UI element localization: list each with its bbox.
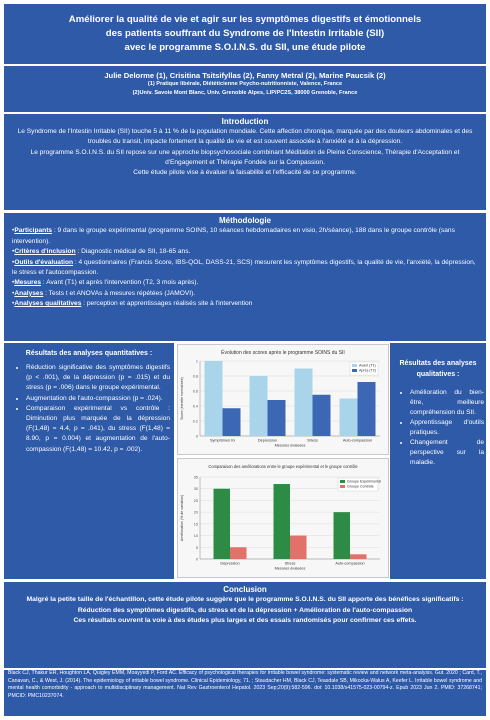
x-tick-label: Auto-compassion xyxy=(342,438,373,443)
methodology-item: •Mesures : Avant (T1) et après l'intervention (T2, 3 mois après). xyxy=(12,279,199,287)
title-line: Améliorer la qualité de vie et agir sur les symptômes digestifs et émotionnels xyxy=(68,14,422,25)
chart-evolution xyxy=(177,344,389,455)
conclusion-paragraph: Malgré la petite taille de l'échantillon, cette étude pilote suggère que le programme S.O.I.N.S. du SII apporte des bénéfices significatifs : xyxy=(26,596,464,604)
chart-evolution-svg xyxy=(178,345,388,454)
y-tick-label: 15 xyxy=(193,522,198,527)
methodology-panel xyxy=(4,213,486,341)
qualitative-title: Résultats des analyses qualitatives : xyxy=(399,360,477,378)
intro-paragraph: Le Syndrome de l'Intestin Irritable (SII) touche 5 à 11 % de la population mondiale. Cette affection chronique, marquée par des douleurs abdominales et des troubles du transit, impacte fortement la qualité de vie et est souvent associée à l'anxiété et à la dépression. xyxy=(17,128,473,146)
item-label: Analyses qualitatives xyxy=(14,300,82,308)
y-tick-label: 20 xyxy=(193,510,198,515)
x-tick-label: Dépression xyxy=(257,438,278,443)
item-label: Participants xyxy=(14,227,53,235)
qualitative-results-panel xyxy=(390,343,486,579)
affiliation: (1) Pratique libérale, Diététicienne Psycho-nutritionniste, Valence, France xyxy=(147,81,343,87)
bar xyxy=(250,376,268,436)
methodology-item: •Analyses : Tests t et ANOVAs à mesures répétées (JAMOVI). xyxy=(12,289,196,297)
y-tick-label: 35 xyxy=(193,475,198,480)
intro-paragraph: Le programme S.O.I.N.S. du SII repose sur une approche biopsychosociale combinant Méditation de Pleine Conscience, Thérapie d'Acceptation et d'Engagement et Thérapie Fondée sur la Compassion. xyxy=(30,148,460,166)
result-item: • Changement de perspective sur la maladie. xyxy=(410,438,484,468)
quantitative-results-panel xyxy=(4,343,174,579)
bar xyxy=(274,484,291,559)
conclusion-title: Conclusion xyxy=(223,585,267,594)
result-item: • Comparaison expérimental vs contrôle : Diminution plus marquée de la dépression (F(1,48) = 4.4, p = .041), du stress (F(1,48) = 8.90, p = 0.004) et augmentation de l'auto-compassion (F(1,48) = 10.42, p = .002). xyxy=(26,404,170,455)
y-tick-label: 0 xyxy=(195,557,198,562)
bar xyxy=(230,547,247,559)
quantitative-title: Résultats des analyses quantitatives : xyxy=(25,350,153,357)
bar xyxy=(268,400,286,436)
x-axis-label: Mesures évaluées xyxy=(274,443,306,448)
item-text: : 4 questionnaires (Francis Score, IBS-QOL, DASS-21, SCS) mesurent les symptômes digestifs, la qualité de vie, l'anxiété, la dépression, le stress et l'autocompassion. xyxy=(12,258,476,277)
methodology-item: •Outils d'évaluation : 4 questionnaires (Francis Score, IBS-QOL, DASS-21, SCS) mesurent les symptômes digestifs, la qualité de vie, l'anxiété, la dépression, le stress et l'autocompassion. xyxy=(12,258,476,277)
bar xyxy=(214,489,231,559)
introduction-panel xyxy=(4,114,486,210)
methodology-item: •Participants : 9 dans le groupe expérimental (programme SOINS, 10 séances hebdomadaires en visio, 2h/séance), 188 dans le groupe contrôle (sans intervention). xyxy=(12,227,455,245)
y-tick-label: 0.2 xyxy=(192,419,198,424)
chart-comparison xyxy=(177,458,389,578)
item-label: Outils d'évaluation xyxy=(14,258,74,266)
chart-comparison-svg xyxy=(178,459,388,577)
result-item: • Apprentissage d'outils pratiques. xyxy=(410,418,484,438)
y-tick-label: 10 xyxy=(193,534,198,539)
x-tick-label: Auto-compassion xyxy=(335,561,365,566)
y-tick-label: 30 xyxy=(193,487,198,492)
quantitative-list xyxy=(4,363,170,455)
y-tick-label: 0.8 xyxy=(192,374,198,379)
bar xyxy=(290,536,307,559)
legend-label: Groupe Contrôle xyxy=(347,484,374,489)
x-tick-label: Symptômes IG xyxy=(209,438,236,443)
y-tick-label: 25 xyxy=(193,498,198,503)
methodology-item: •Critères d'inclusion : Diagnostic médical de SII, 18-65 ans. xyxy=(12,248,191,256)
bar xyxy=(334,512,351,559)
y-axis-label: Amélioration (% de variation) xyxy=(180,494,184,542)
item-text: : 9 dans le groupe expérimental (programme SOINS, 10 séances hebdomadaires en visio, 2h/séance), 188 dans le groupe contrôle (sans intervention). xyxy=(12,227,455,245)
item-label: Mesures xyxy=(14,279,42,287)
methodology-title: Méthodologie xyxy=(219,216,271,225)
legend-swatch xyxy=(340,480,345,483)
bar xyxy=(350,554,367,559)
legend-label: Avant (T1) xyxy=(359,363,376,368)
legend-label: Après (T2) xyxy=(359,368,376,373)
legend-swatch xyxy=(352,369,357,372)
bar xyxy=(358,382,376,436)
x-tick-label: Stress xyxy=(284,561,296,566)
conclusion-panel xyxy=(4,582,486,668)
chart-title: Évolution des scores après le programme SOINS du SII xyxy=(221,350,345,356)
item-label: Critères d'inclusion xyxy=(14,248,76,256)
conclusion-paragraph: Réduction des symptômes digestifs, du stress et de la dépression + Amélioration de l'auto-compassion xyxy=(77,606,413,614)
bar xyxy=(223,408,241,436)
qualitative-list xyxy=(390,388,484,468)
legend-swatch xyxy=(352,364,357,367)
authors-panel xyxy=(4,66,486,112)
item-text: : Avant (T1) et après l'intervention (T2, 3 mois après). xyxy=(41,279,199,287)
legend-label: Groupe Expérimental xyxy=(347,479,381,484)
y-axis-label: Score (échelle normalisée) xyxy=(180,377,184,420)
bar xyxy=(205,361,223,436)
y-tick-label: 0.4 xyxy=(192,404,198,409)
y-tick-label: 0.6 xyxy=(192,389,198,394)
y-tick-label: 0 xyxy=(195,434,198,439)
conclusion-paragraph: Ces résultats ouvrent la voie à des études plus larges et des essais randomisés pour confirmer ces effets. xyxy=(73,617,417,625)
intro-paragraph: Cette étude pilote vise à évaluer la faisabilité et l'efficacité de ce programme. xyxy=(133,169,357,177)
x-axis-label: Mesures évaluées xyxy=(274,566,306,571)
result-item: • Amélioration du bien-être, meilleure compréhension du SII. xyxy=(410,388,484,418)
references-panel xyxy=(4,670,486,716)
item-text: : Diagnostic médical de SII, 18-65 ans. xyxy=(75,248,191,256)
x-tick-label: Dépression xyxy=(220,561,240,566)
chart-title: Comparaison des améliorations entre le groupe expérimental et le groupe contrôle xyxy=(208,464,358,469)
title-line: avec le programme S.O.I.N.S. du SII, une étude pilote xyxy=(124,42,366,53)
bar xyxy=(340,399,358,437)
authors: Julie Delorme (1), Crisitina Tsitsifyllas (2), Fanny Metral (2), Marine Paucsik (2) xyxy=(104,71,386,80)
bar xyxy=(313,395,331,436)
item-text: : Tests t et ANOVAs à mesures répétées (JAMOVI). xyxy=(43,289,196,297)
introduction-title: Introduction xyxy=(221,117,269,126)
bar xyxy=(295,369,313,437)
result-item: • Augmentation de l'auto-compassion (p = .024). xyxy=(26,394,170,404)
legend-swatch xyxy=(340,485,345,488)
title-line: des patients souffrant du Syndrome de l'Intestin Irritable (SII) xyxy=(105,28,385,39)
item-text: : perception et apprentissages réalisés site à l'intervention xyxy=(81,300,253,308)
methodology-item: •Analyses qualitatives : perception et apprentissages réalisés site à l'intervention xyxy=(12,300,253,308)
methodology-list xyxy=(4,226,486,309)
result-item: • Réduction significative des symptômes digestifs (p < .001), de la dépression (p = .015) et du stress (p = .006) dans le groupe expérimental. xyxy=(26,363,170,394)
affiliation: (2)Univ. Savoie Mont Blanc, Univ. Grenoble Alpes, LIP/PC2S, 38000 Grenoble, France xyxy=(132,90,358,96)
references-text: Black CJ, Thakur ER, Houghton LA, Quigley EMM, Moayyedi P, Ford AC. Efficacy of psychological therapies for irritable bowel syndrome: systematic review and network meta-analysis. Gut. 2020 ; Card, T., Canavan, C., & West, J. (2014). The epidemiology of irritable bowel syndrome. Clinical Epidemiology, 71. ; Staudacher HM, Black CJ, Teasdale SB, Mikocka-Walus A, Keefer L. Irritable bowel syndrome and mental health comorbidity - approach to multidisciplinary management. Nat Rev Gastroenterol Hepatol. 2023 Sep;20(9):582-596. doi: 10.1038/s41575-023-00794-z. Epub 2023 Jun 2. PMID: 37268741; PMCID: PMC10237074. xyxy=(8,670,482,699)
y-tick-label: 1 xyxy=(195,359,198,364)
item-label: Analyses xyxy=(14,289,44,297)
title-banner xyxy=(4,4,486,64)
y-tick-label: 5 xyxy=(195,545,198,550)
x-tick-label: Stress xyxy=(307,438,318,443)
